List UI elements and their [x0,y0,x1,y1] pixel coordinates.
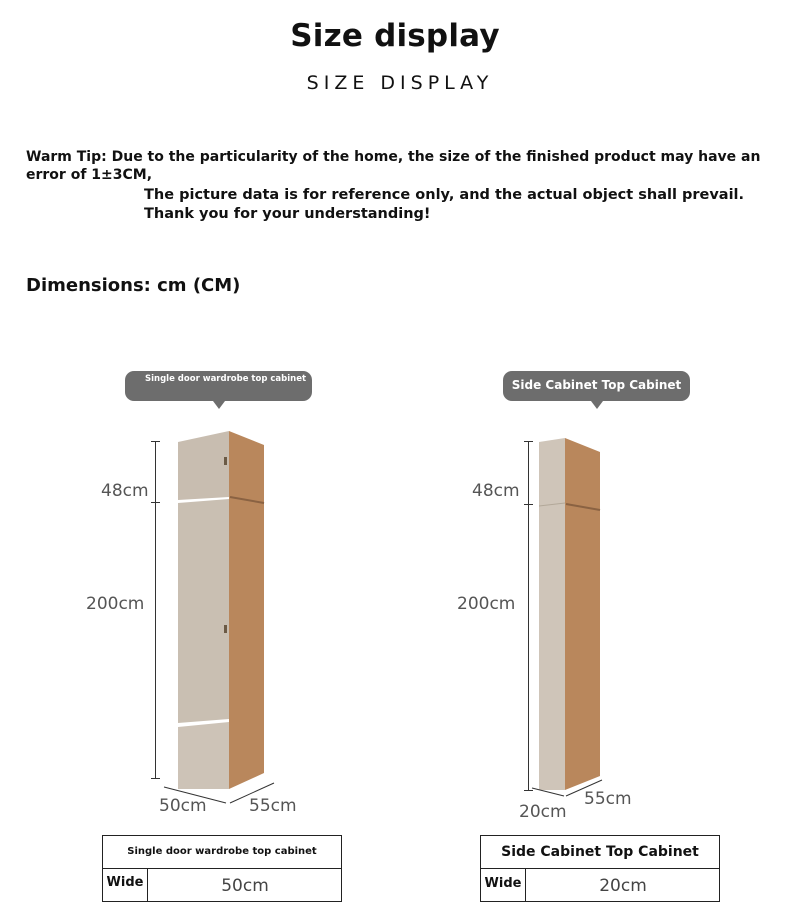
left-tick-mid [151,502,160,503]
left-product-bubble: Single door wardrobe top cabinet [125,371,312,401]
left-tick-bottom [151,778,160,779]
left-cabinet-top-door [178,431,229,500]
right-spec-table [480,835,720,902]
warm-tip-line1: Warm Tip: Due to the particularity of the home, the size of the finished product may have an error of 1±3CM, [26,149,761,183]
left-knob-main [224,625,227,633]
right-height-line [528,441,529,791]
right-table-key: Wide [481,869,526,901]
left-table-key: Wide [103,869,148,901]
left-depth-label: 55cm [249,796,297,816]
left-cabinet-main-door [178,499,229,723]
left-width-label: 50cm [159,796,207,816]
warm-tip-line3: Thank you for your understanding! [144,206,431,222]
right-depth-label: 55cm [584,789,632,809]
right-main-height-label: 200cm [457,594,516,614]
warm-tip-note [144,186,784,224]
left-spec-table [102,835,342,902]
right-width-label: 20cm [519,802,567,822]
right-product-bubble: Side Cabinet Top Cabinet [503,371,690,401]
left-main-height-label: 200cm [86,594,145,614]
right-table-value: 20cm [599,876,647,896]
right-table-row [481,869,719,901]
left-tick-top [151,441,160,442]
right-cabinet-side [565,438,600,790]
dimensions-label: Dimensions: cm (CM) [26,275,241,296]
left-table-value: 50cm [221,876,269,896]
right-table-title: Side Cabinet Top Cabinet [481,836,719,869]
left-cabinet-base [178,722,229,789]
right-cabinet-front [539,438,565,790]
right-top-height-label: 48cm [472,481,520,501]
left-table-title: Single door wardrobe top cabinet [103,836,341,869]
left-knob-top [224,457,227,465]
left-cabinet-side [229,431,264,789]
warm-tip-line2: The picture data is for reference only, and the actual object shall prevail. [144,187,745,203]
left-top-height-label: 48cm [101,481,149,501]
page-title: Size display [290,18,500,54]
left-table-row [103,869,341,901]
left-height-line [155,441,156,779]
right-cabinet-illustration [530,430,610,805]
page-subtitle: SIZE DISPLAY [306,72,494,94]
left-cabinet-illustration [160,425,280,810]
